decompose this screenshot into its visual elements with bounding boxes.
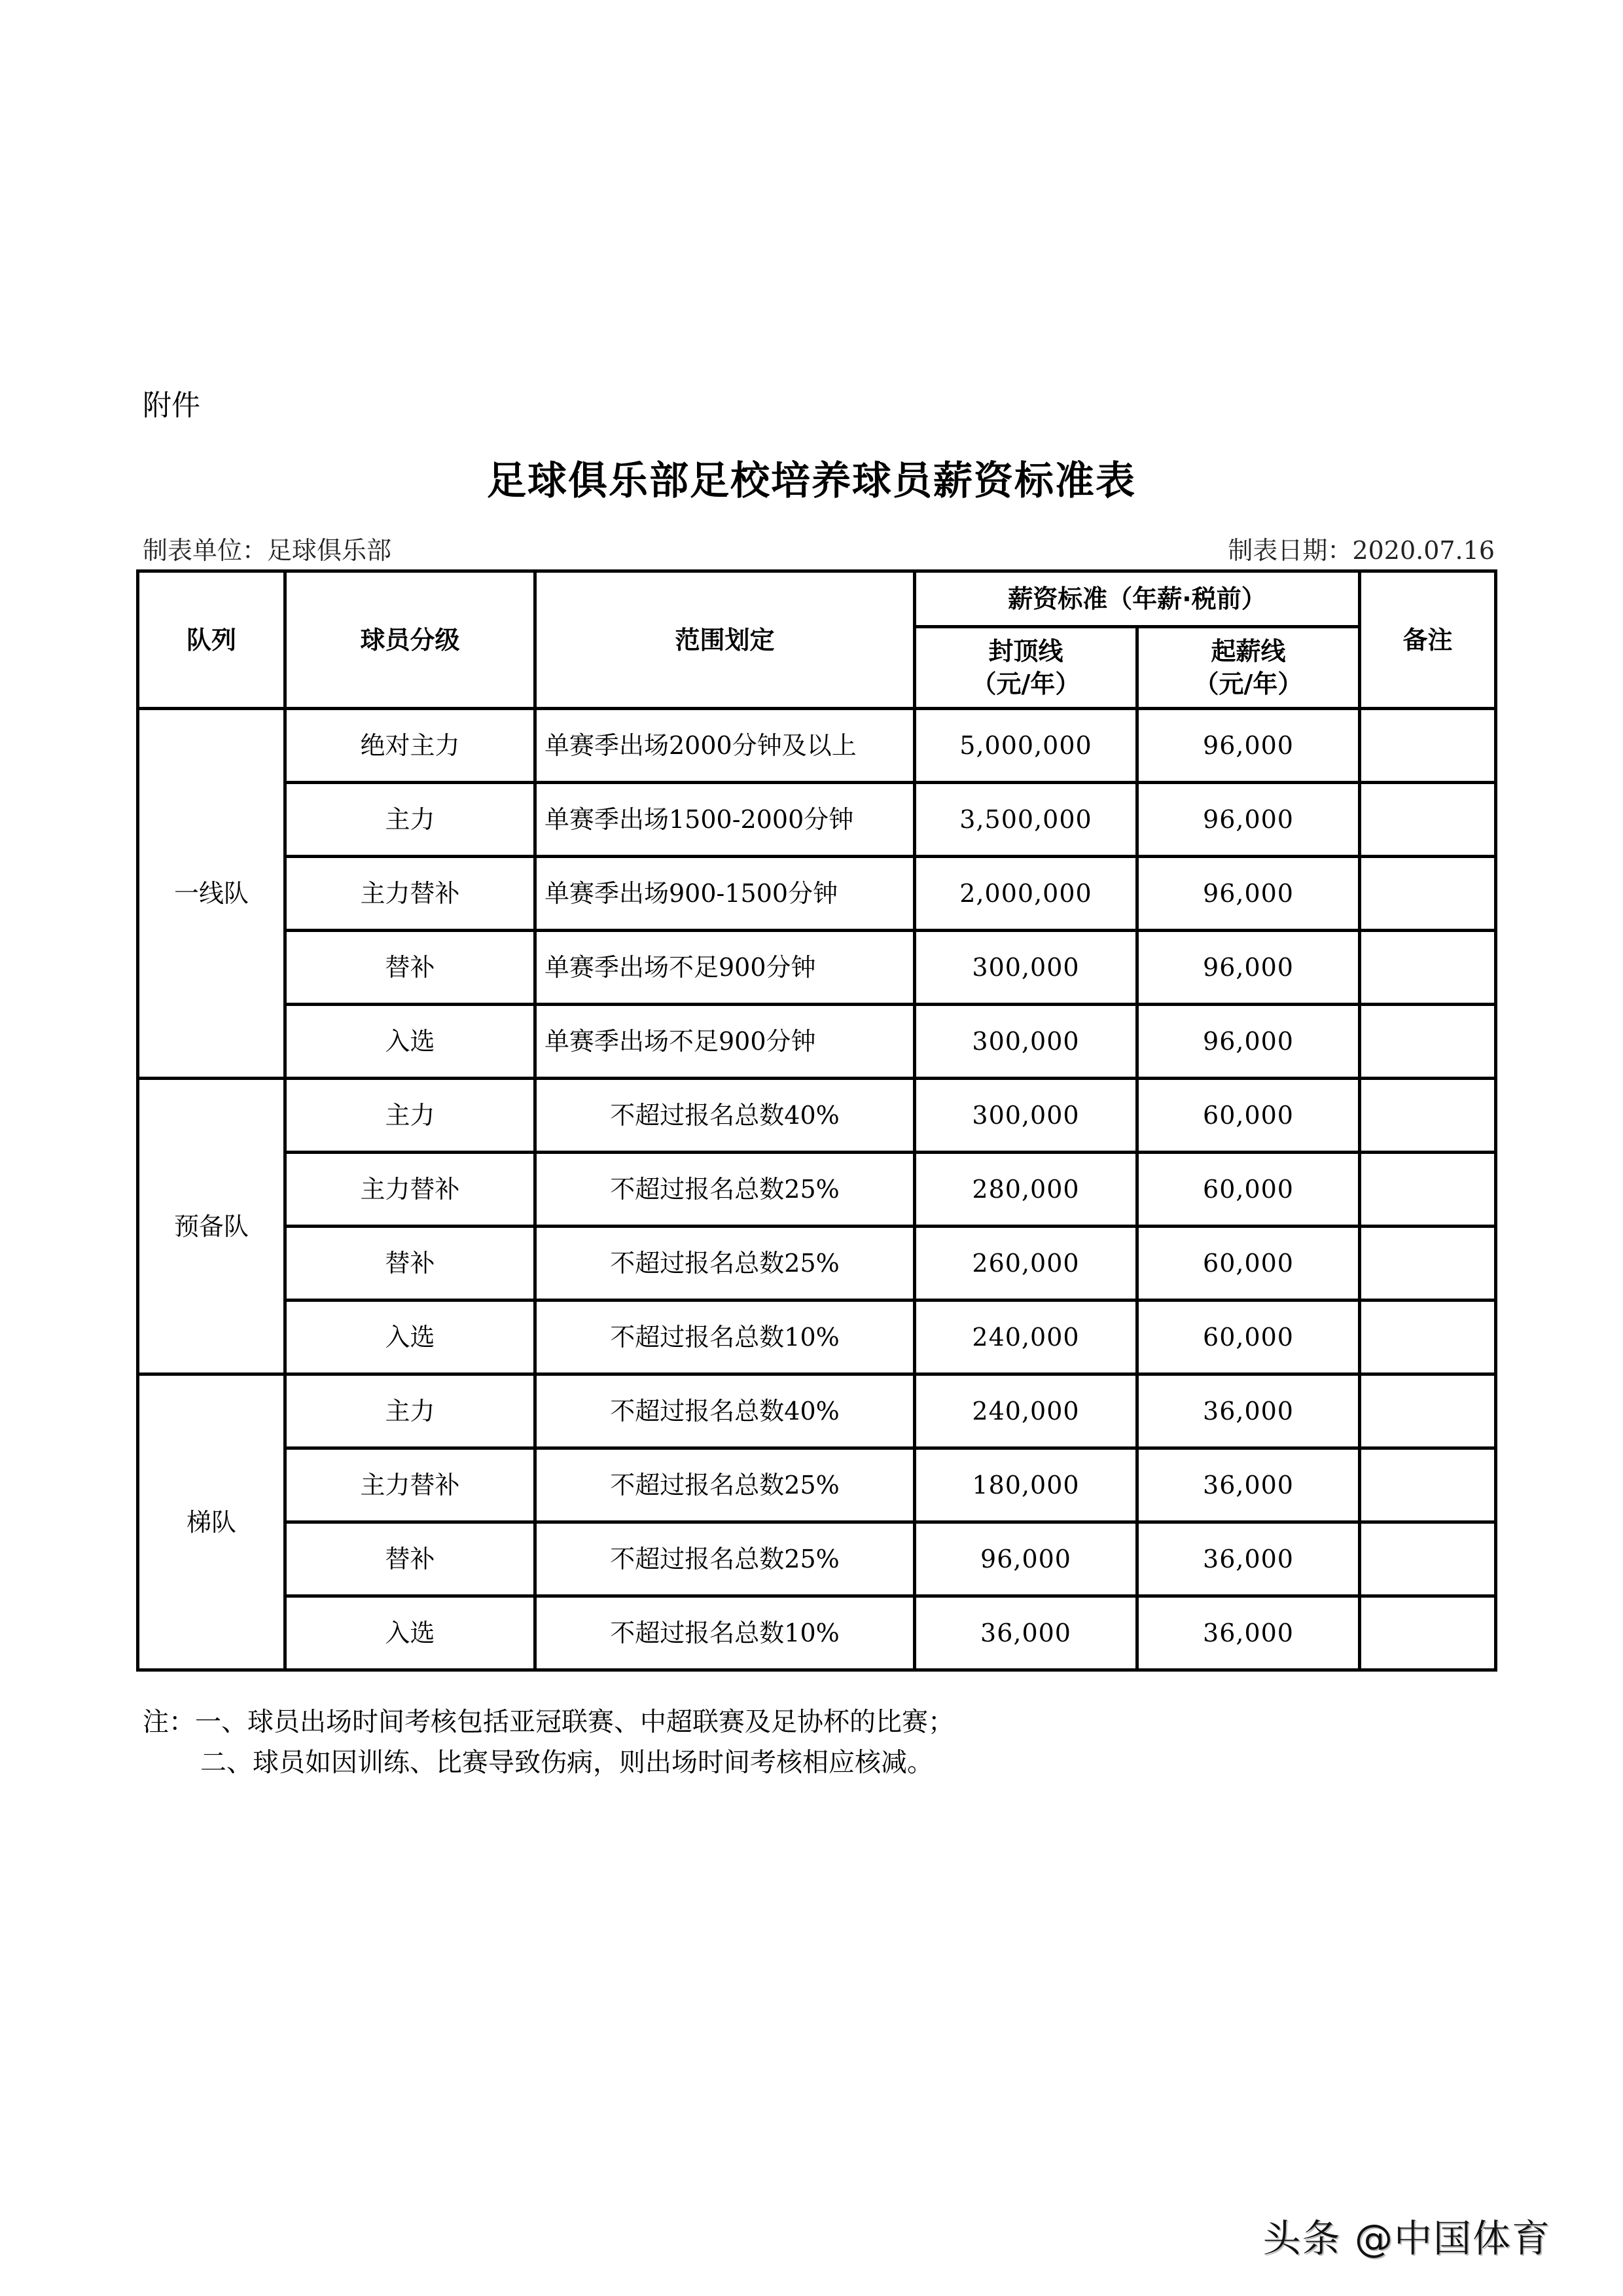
column-header-floor <box>1137 627 1360 709</box>
compiling-date: 制表日期：2020.07.16 <box>1228 536 1495 565</box>
range-cell: 不超过报名总数40% <box>535 1374 915 1448</box>
remarks-cell <box>1360 1448 1496 1522</box>
cap-cell: 3,500,000 <box>915 783 1137 857</box>
remarks-cell <box>1360 931 1496 1005</box>
range-cell: 不超过报名总数25% <box>535 1448 915 1522</box>
range-cell: 不超过报名总数25% <box>535 1522 915 1596</box>
remarks-cell <box>1360 1596 1496 1670</box>
table-row <box>138 1300 1496 1374</box>
table-row <box>138 1522 1496 1596</box>
cap-cell: 300,000 <box>915 1005 1137 1079</box>
level-cell: 入选 <box>285 1005 535 1079</box>
range-cell: 不超过报名总数10% <box>535 1300 915 1374</box>
attachment-label: 附件 <box>143 389 200 422</box>
cap-cell: 280,000 <box>915 1153 1137 1227</box>
floor-cell: 36,000 <box>1137 1522 1360 1596</box>
range-cell: 不超过报名总数40% <box>535 1079 915 1153</box>
table-row <box>138 1153 1496 1227</box>
cap-label: 封顶线 <box>988 637 1063 666</box>
cap-cell: 260,000 <box>915 1227 1137 1300</box>
cap-cell: 300,000 <box>915 1079 1137 1153</box>
range-cell: 单赛季出场不足900分钟 <box>535 1005 915 1079</box>
range-cell: 不超过报名总数25% <box>535 1227 915 1300</box>
level-cell: 绝对主力 <box>285 709 535 783</box>
range-cell: 单赛季出场2000分钟及以上 <box>535 709 915 783</box>
remarks-cell <box>1360 1374 1496 1448</box>
cap-cell: 96,000 <box>915 1522 1137 1596</box>
column-header-range: 范围划定 <box>535 571 915 709</box>
level-cell: 主力替补 <box>285 857 535 931</box>
table-row <box>138 1005 1496 1079</box>
floor-cell: 60,000 <box>1137 1227 1360 1300</box>
note-line-2: 二、球员如因训练、比赛导致伤病，则出场时间考核相应核减。 <box>200 1748 933 1778</box>
floor-cell: 96,000 <box>1137 1005 1360 1079</box>
cap-unit: （元/年） <box>971 670 1080 698</box>
level-cell: 替补 <box>285 931 535 1005</box>
floor-cell: 96,000 <box>1137 709 1360 783</box>
floor-unit: （元/年） <box>1194 670 1303 698</box>
table-row <box>138 783 1496 857</box>
floor-cell: 36,000 <box>1137 1374 1360 1448</box>
cap-cell: 240,000 <box>915 1300 1137 1374</box>
floor-cell: 60,000 <box>1137 1300 1360 1374</box>
table-row <box>138 709 1496 783</box>
team-cell: 预备队 <box>138 1079 285 1374</box>
source-watermark: 头条 @中国体育 <box>1262 2216 1551 2261</box>
remarks-cell <box>1360 709 1496 783</box>
floor-label: 起薪线 <box>1211 637 1286 666</box>
level-cell: 主力替补 <box>285 1153 535 1227</box>
column-header-cap <box>915 627 1137 709</box>
floor-cell: 60,000 <box>1137 1079 1360 1153</box>
level-cell: 主力 <box>285 1079 535 1153</box>
range-cell: 不超过报名总数10% <box>535 1596 915 1670</box>
column-header-remarks: 备注 <box>1360 571 1496 709</box>
level-cell: 主力 <box>285 783 535 857</box>
level-cell: 替补 <box>285 1522 535 1596</box>
remarks-cell <box>1360 783 1496 857</box>
floor-cell: 96,000 <box>1137 783 1360 857</box>
table-row <box>138 1448 1496 1522</box>
level-cell: 替补 <box>285 1227 535 1300</box>
column-header-team: 队列 <box>138 571 285 709</box>
page-title: 足球俱乐部足校培养球员薪资标准表 <box>487 458 1136 504</box>
table-row <box>138 931 1496 1005</box>
cap-cell: 180,000 <box>915 1448 1137 1522</box>
remarks-cell <box>1360 1153 1496 1227</box>
remarks-cell <box>1360 1005 1496 1079</box>
remarks-cell <box>1360 1227 1496 1300</box>
cap-cell: 5,000,000 <box>915 709 1137 783</box>
cap-cell: 2,000,000 <box>915 857 1137 931</box>
range-cell: 单赛季出场1500-2000分钟 <box>535 783 915 857</box>
level-cell: 主力替补 <box>285 1448 535 1522</box>
level-cell: 入选 <box>285 1596 535 1670</box>
column-header-level: 球员分级 <box>285 571 535 709</box>
floor-cell: 96,000 <box>1137 931 1360 1005</box>
floor-cell: 96,000 <box>1137 857 1360 931</box>
note-line-1: 注：一、球员出场时间考核包括亚冠联赛、中超联赛及足协杯的比赛； <box>143 1707 954 1737</box>
notes-section <box>143 1702 954 1783</box>
compiling-unit: 制表单位：足球俱乐部 <box>143 536 392 565</box>
table-row <box>138 1079 1496 1153</box>
range-cell: 单赛季出场900-1500分钟 <box>535 857 915 931</box>
range-cell: 单赛季出场不足900分钟 <box>535 931 915 1005</box>
remarks-cell <box>1360 857 1496 931</box>
floor-cell: 60,000 <box>1137 1153 1360 1227</box>
remarks-cell <box>1360 1300 1496 1374</box>
table-row <box>138 1374 1496 1448</box>
table-row <box>138 857 1496 931</box>
cap-cell: 240,000 <box>915 1374 1137 1448</box>
floor-cell: 36,000 <box>1137 1448 1360 1522</box>
team-cell: 一线队 <box>138 709 285 1079</box>
table-row <box>138 1596 1496 1670</box>
range-cell: 不超过报名总数25% <box>535 1153 915 1227</box>
level-cell: 主力 <box>285 1374 535 1448</box>
remarks-cell <box>1360 1522 1496 1596</box>
salary-standard-table <box>136 569 1497 1672</box>
cap-cell: 300,000 <box>915 931 1137 1005</box>
team-cell: 梯队 <box>138 1374 285 1670</box>
table-row <box>138 1227 1496 1300</box>
table-header-row <box>138 571 1496 627</box>
column-header-salary-group: 薪资标准（年薪·税前） <box>915 571 1360 627</box>
salary-table-container <box>136 569 1494 1672</box>
level-cell: 入选 <box>285 1300 535 1374</box>
floor-cell: 36,000 <box>1137 1596 1360 1670</box>
remarks-cell <box>1360 1079 1496 1153</box>
cap-cell: 36,000 <box>915 1596 1137 1670</box>
